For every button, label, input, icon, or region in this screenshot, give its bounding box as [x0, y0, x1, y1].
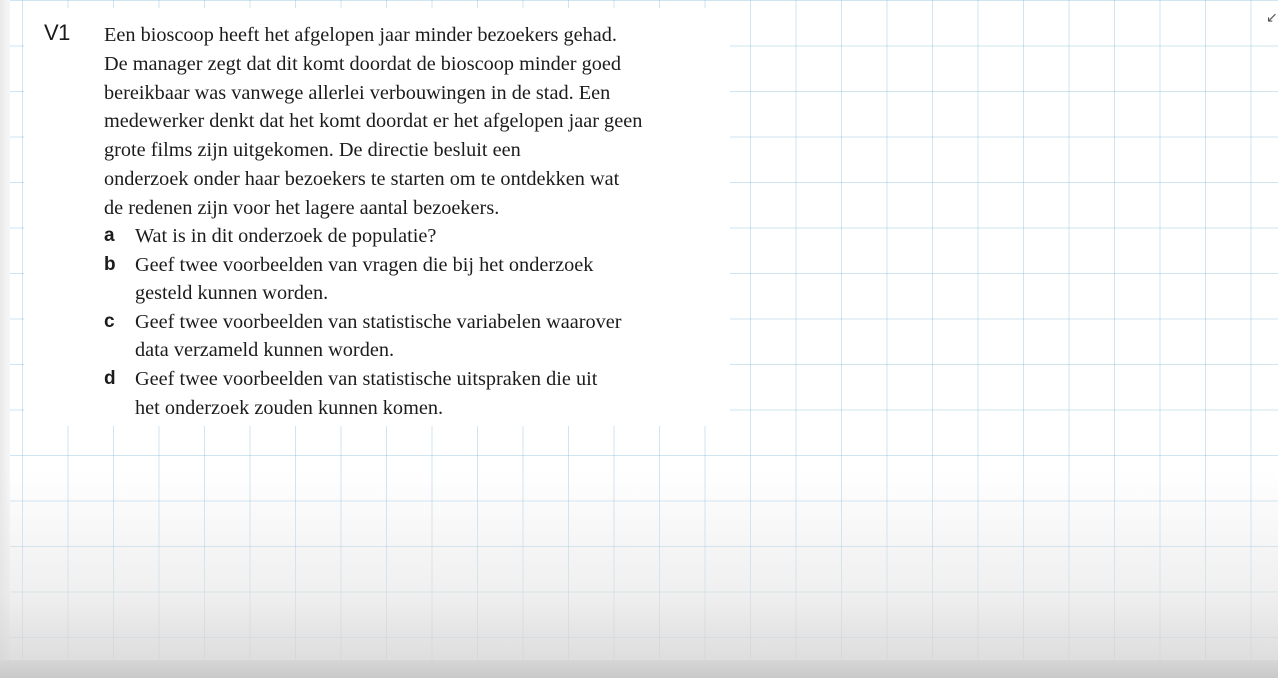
- question-c: [104, 308, 734, 365]
- question-text: Geef twee voorbeelden van vragen die bij het onderzoek: [135, 253, 594, 276]
- intro-line: De manager zegt dat dit komt doordat de bioscoop minder goed: [104, 52, 622, 75]
- question-a: [104, 222, 734, 251]
- question-letter: b: [104, 253, 116, 275]
- question-text: Geef twee voorbeelden van statistische uitspraken die uit: [135, 367, 598, 390]
- arrow-down-left-icon[interactable]: ↙: [1266, 10, 1278, 26]
- question-text: Geef twee voorbeelden van statistische variabelen waarover: [135, 310, 622, 333]
- question-letter: a: [104, 225, 115, 246]
- intro-line: de redenen zijn voor het lagere aantal bezoekers.: [104, 196, 500, 219]
- intro-line: medewerker denkt dat het komt doordat er het afgelopen jaar geen: [104, 110, 643, 133]
- question-text: Wat is in dit onderzoek de populatie?: [135, 225, 437, 247]
- question-b: [104, 251, 734, 308]
- question-letter: c: [104, 310, 115, 332]
- intro-line: Een bioscoop heeft het afgelopen jaar minder bezoekers gehad.: [104, 24, 618, 46]
- intro-line: bereikbaar was vanwege allerlei verbouwingen in de stad. Een: [104, 81, 611, 104]
- question-list: [104, 222, 734, 422]
- page-bottom-shade: [0, 470, 1278, 678]
- exercise-intro: [104, 21, 734, 223]
- intro-line: grote films zijn uitgekomen. De directie besluit een: [104, 139, 521, 162]
- question-text: gesteld kunnen worden.: [135, 282, 329, 305]
- intro-line: onderzoek onder haar bezoekers te starten om te ontdekken wat: [104, 167, 620, 190]
- question-text: het onderzoek zouden kunnen komen.: [135, 396, 444, 419]
- question-d: [104, 365, 734, 422]
- page-left-edge: [0, 0, 10, 678]
- exercise-number: V1: [44, 20, 70, 45]
- page-bottom-bar: [0, 660, 1278, 678]
- question-text: data verzameld kunnen worden.: [135, 339, 395, 362]
- question-letter: d: [104, 367, 116, 389]
